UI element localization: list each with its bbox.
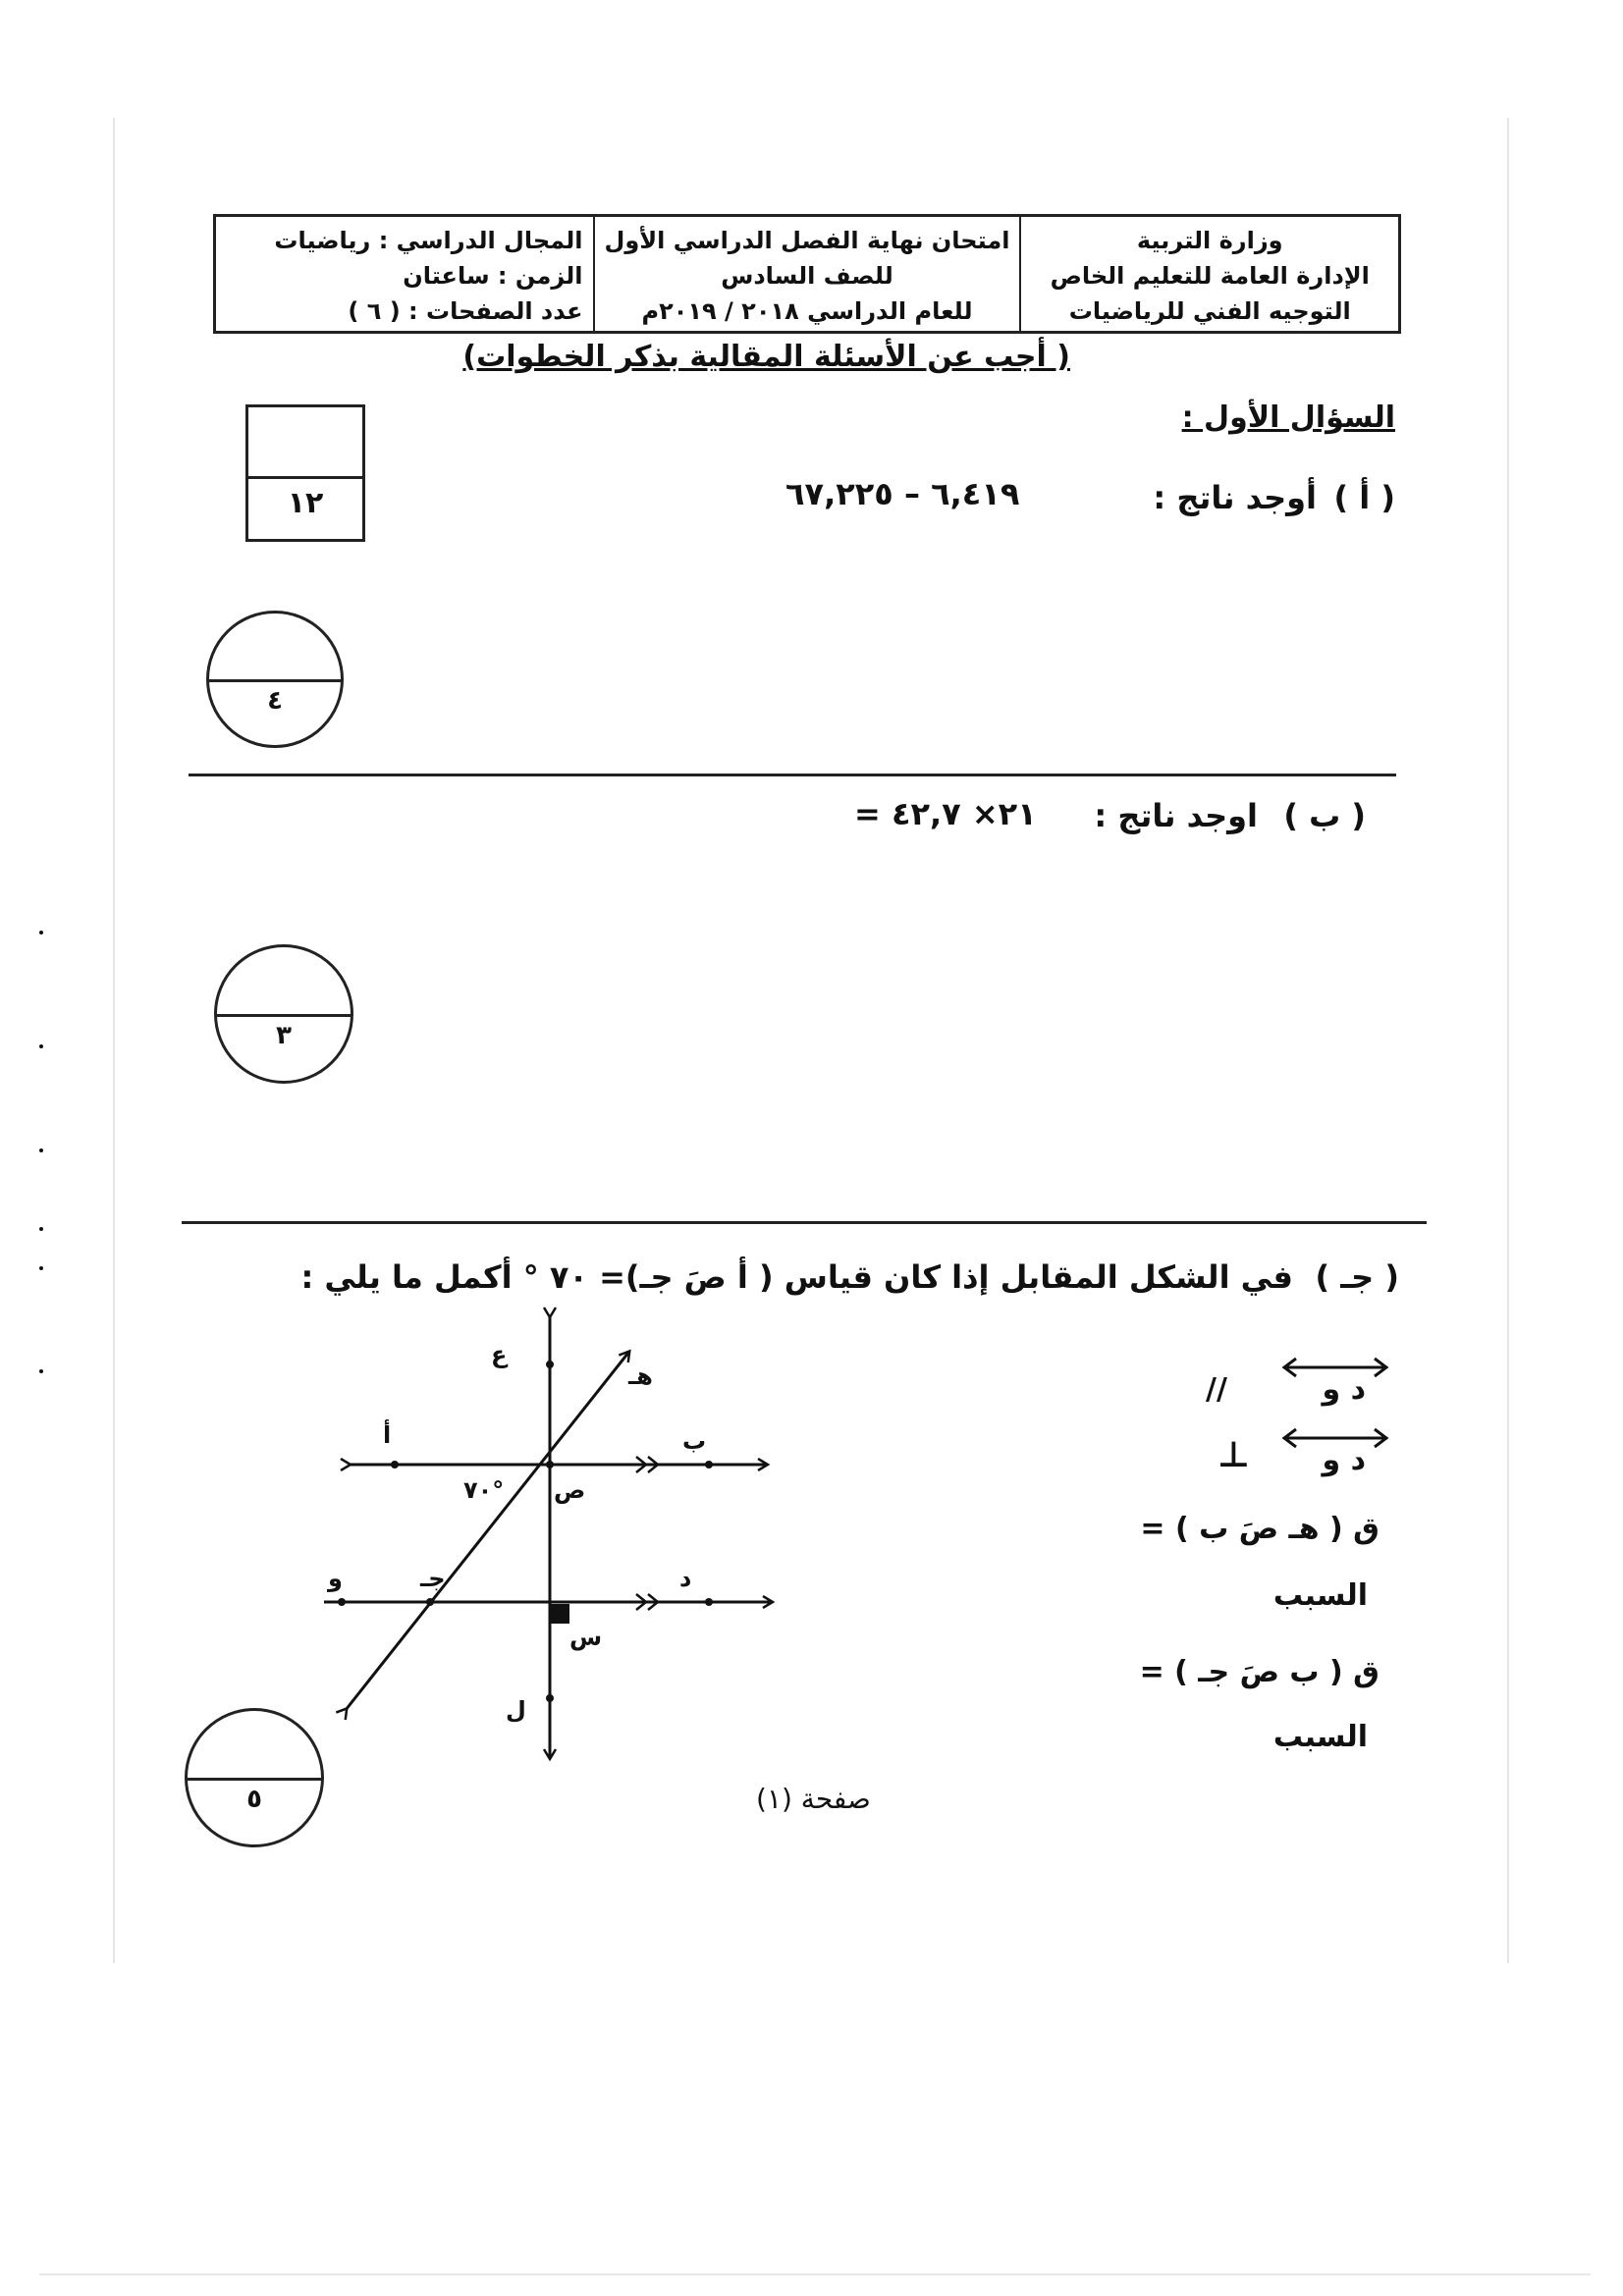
parallel-symbol: // — [1206, 1372, 1227, 1407]
label-lam: ل — [506, 1696, 526, 1724]
label-dal: د — [679, 1565, 692, 1592]
label-waw: و — [328, 1565, 343, 1592]
part-a-expression: ٦,٤١٩ – ٦٧,٢٢٥ — [785, 475, 1020, 512]
page-number: صفحة (١) — [756, 1783, 871, 1815]
part-b-score-circle — [214, 944, 353, 1084]
scan-border-left — [113, 118, 115, 1963]
scan-mark — [39, 1044, 43, 1048]
perpendicular-symbol: ⊥ — [1217, 1435, 1250, 1475]
label-ba: ب — [682, 1427, 707, 1455]
part-c-prompt: في الشكل المقابل إذا كان قياس ( أ صَ جـ)= ٧٠ ° أكمل ما يلي : — [300, 1258, 1293, 1296]
line1-letters: د و — [1322, 1372, 1366, 1407]
label-jeem: جـ — [420, 1565, 446, 1592]
part-b-score: ٣ — [276, 1020, 292, 1050]
header-subject: المجال الدراسي : رياضيات — [274, 227, 583, 254]
scan-mark — [39, 1266, 43, 1270]
label-angle-70: ٧٠° — [463, 1476, 505, 1504]
header-subject-cell — [216, 217, 593, 331]
divider-line — [182, 1221, 1427, 1224]
part-a-prompt: أوجد ناتج : — [1153, 479, 1317, 516]
part-c-label: ( جـ ) — [1315, 1258, 1399, 1296]
geometry-figure — [304, 1306, 795, 1777]
label-ein: ع — [491, 1341, 508, 1368]
header-supervision: التوجيه الفني للرياضيات — [1068, 297, 1351, 325]
instruction-text: ( أجب عن الأسئلة المقالية بذكر الخطوات) — [462, 340, 1070, 374]
part-a-label: ( أ ) — [1333, 479, 1395, 516]
header-exam-title: امتحان نهاية الفصل الدراسي الأول — [604, 227, 1010, 254]
label-ha: هـ — [628, 1362, 653, 1390]
scan-border-right — [1507, 118, 1509, 1963]
angle2-question: ق ( ب صَ جـ ) = — [1139, 1655, 1380, 1689]
header-administration: الإدارة العامة للتعليم الخاص — [1050, 262, 1370, 290]
header-pages: عدد الصفحات : ( ٦ ) — [348, 297, 583, 325]
scan-mark — [39, 931, 43, 934]
question-1-total-score: ١٢ — [287, 486, 324, 520]
header-year: للعام الدراسي ٢٠١٨ / ٢٠١٩م — [641, 297, 973, 325]
label-sad: ص — [554, 1476, 586, 1504]
divider-line — [189, 774, 1396, 776]
exam-header-table — [213, 214, 1401, 334]
line2-letters: د و — [1322, 1443, 1366, 1477]
part-a-score-circle — [206, 611, 344, 748]
part-c-score: ٥ — [246, 1784, 262, 1814]
header-exam-cell — [593, 217, 1020, 331]
scan-mark — [39, 1227, 43, 1231]
part-b-label: ( ب ) — [1283, 797, 1366, 834]
page-bottom-rule — [39, 2273, 1591, 2275]
scan-mark — [39, 1369, 43, 1373]
scan-mark — [39, 1148, 43, 1152]
question-1-title: السؤال الأول : — [1181, 400, 1395, 435]
angle1-question: ق ( هـ صَ ب ) = — [1140, 1512, 1380, 1546]
right-angle-mark — [550, 1604, 569, 1624]
header-ministry-cell — [1019, 217, 1398, 331]
transversal-line — [346, 1353, 628, 1710]
part-a-score: ٤ — [267, 685, 283, 716]
label-alef: أ — [383, 1421, 392, 1449]
header-grade: للصف السادس — [721, 262, 893, 290]
part-b-expression: = ٢١× ٤٢,٧ — [854, 795, 1037, 832]
part-c-score-circle — [185, 1708, 324, 1847]
reason1-label: السبب — [1272, 1578, 1368, 1613]
question-1-total-box — [245, 404, 365, 542]
header-duration: الزمن : ساعتان — [403, 262, 583, 290]
label-seen: س — [569, 1624, 603, 1651]
reason2-label: السبب — [1272, 1720, 1368, 1754]
header-ministry: وزارة التربية — [1136, 227, 1283, 254]
part-b-prompt: اوجد ناتج : — [1094, 797, 1258, 834]
